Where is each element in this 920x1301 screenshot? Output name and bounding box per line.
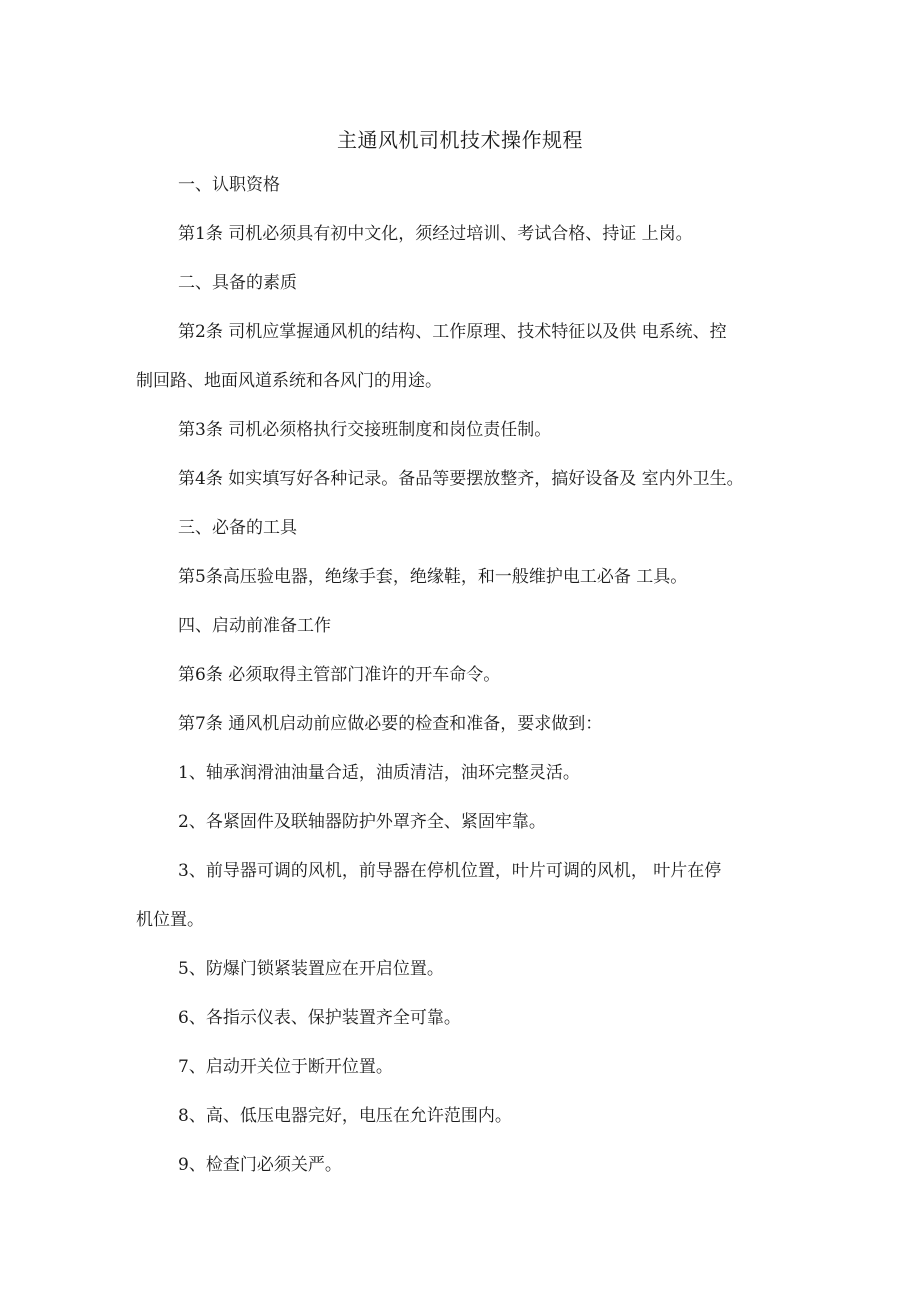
section-heading: 三、必备的工具 [178,518,297,538]
list-item: 8、高、低压电器完好，电压在允许范围内。 [178,1106,512,1126]
list-item: 2、各紧固件及联轴器防护外罩齐全、紧固牢靠。 [178,812,546,832]
paragraph-line: 第6条 必须取得主管部门准许的开车命令。 [178,665,501,685]
section-heading: 四、启动前准备工作 [178,616,331,636]
section-heading: 一、认职资格 [178,175,280,195]
list-item: 机位置。 [136,910,204,930]
paragraph-line: 第2条 司机应掌握通风机的结构、工作原理、技术特征以及供 电系统、控 [178,322,727,342]
paragraph-line: 第4条 如实填写好各种记录。备品等要摆放整齐，搞好设备及 室内外卫生。 [178,469,744,489]
paragraph-line: 制回路、地面风道系统和各风门的用途。 [136,371,442,391]
list-item: 1、轴承润滑油油量合适，油质清洁，油环完整灵活。 [178,763,580,783]
list-item: 6、各指示仪表、保护装置齐全可靠。 [178,1008,461,1028]
list-item: 9、检查门必须关严。 [178,1155,342,1175]
paragraph-line: 第3条 司机必须格执行交接班制度和岗位责任制。 [178,420,552,440]
paragraph-line: 第5条高压验电器，绝缘手套，绝缘鞋，和一般维护电工必备 工具。 [178,567,688,587]
paragraph-line: 第7条 通风机启动前应做必要的检查和准备，要求做到： [178,714,603,734]
list-item: 5、防爆门锁紧装置应在开启位置。 [178,959,444,979]
list-item: 3、前导器可调的风机，前导器在停机位置，叶片可调的风机， 叶片在停 [178,861,722,881]
section-heading: 二、具备的素质 [178,273,297,293]
paragraph-line: 第1条 司机必须具有初中文化，须经过培训、考试合格、持证 上岗。 [178,224,693,244]
document-title: 主通风机司机技术操作规程 [337,128,583,152]
list-item: 7、启动开关位于断开位置。 [178,1057,393,1077]
